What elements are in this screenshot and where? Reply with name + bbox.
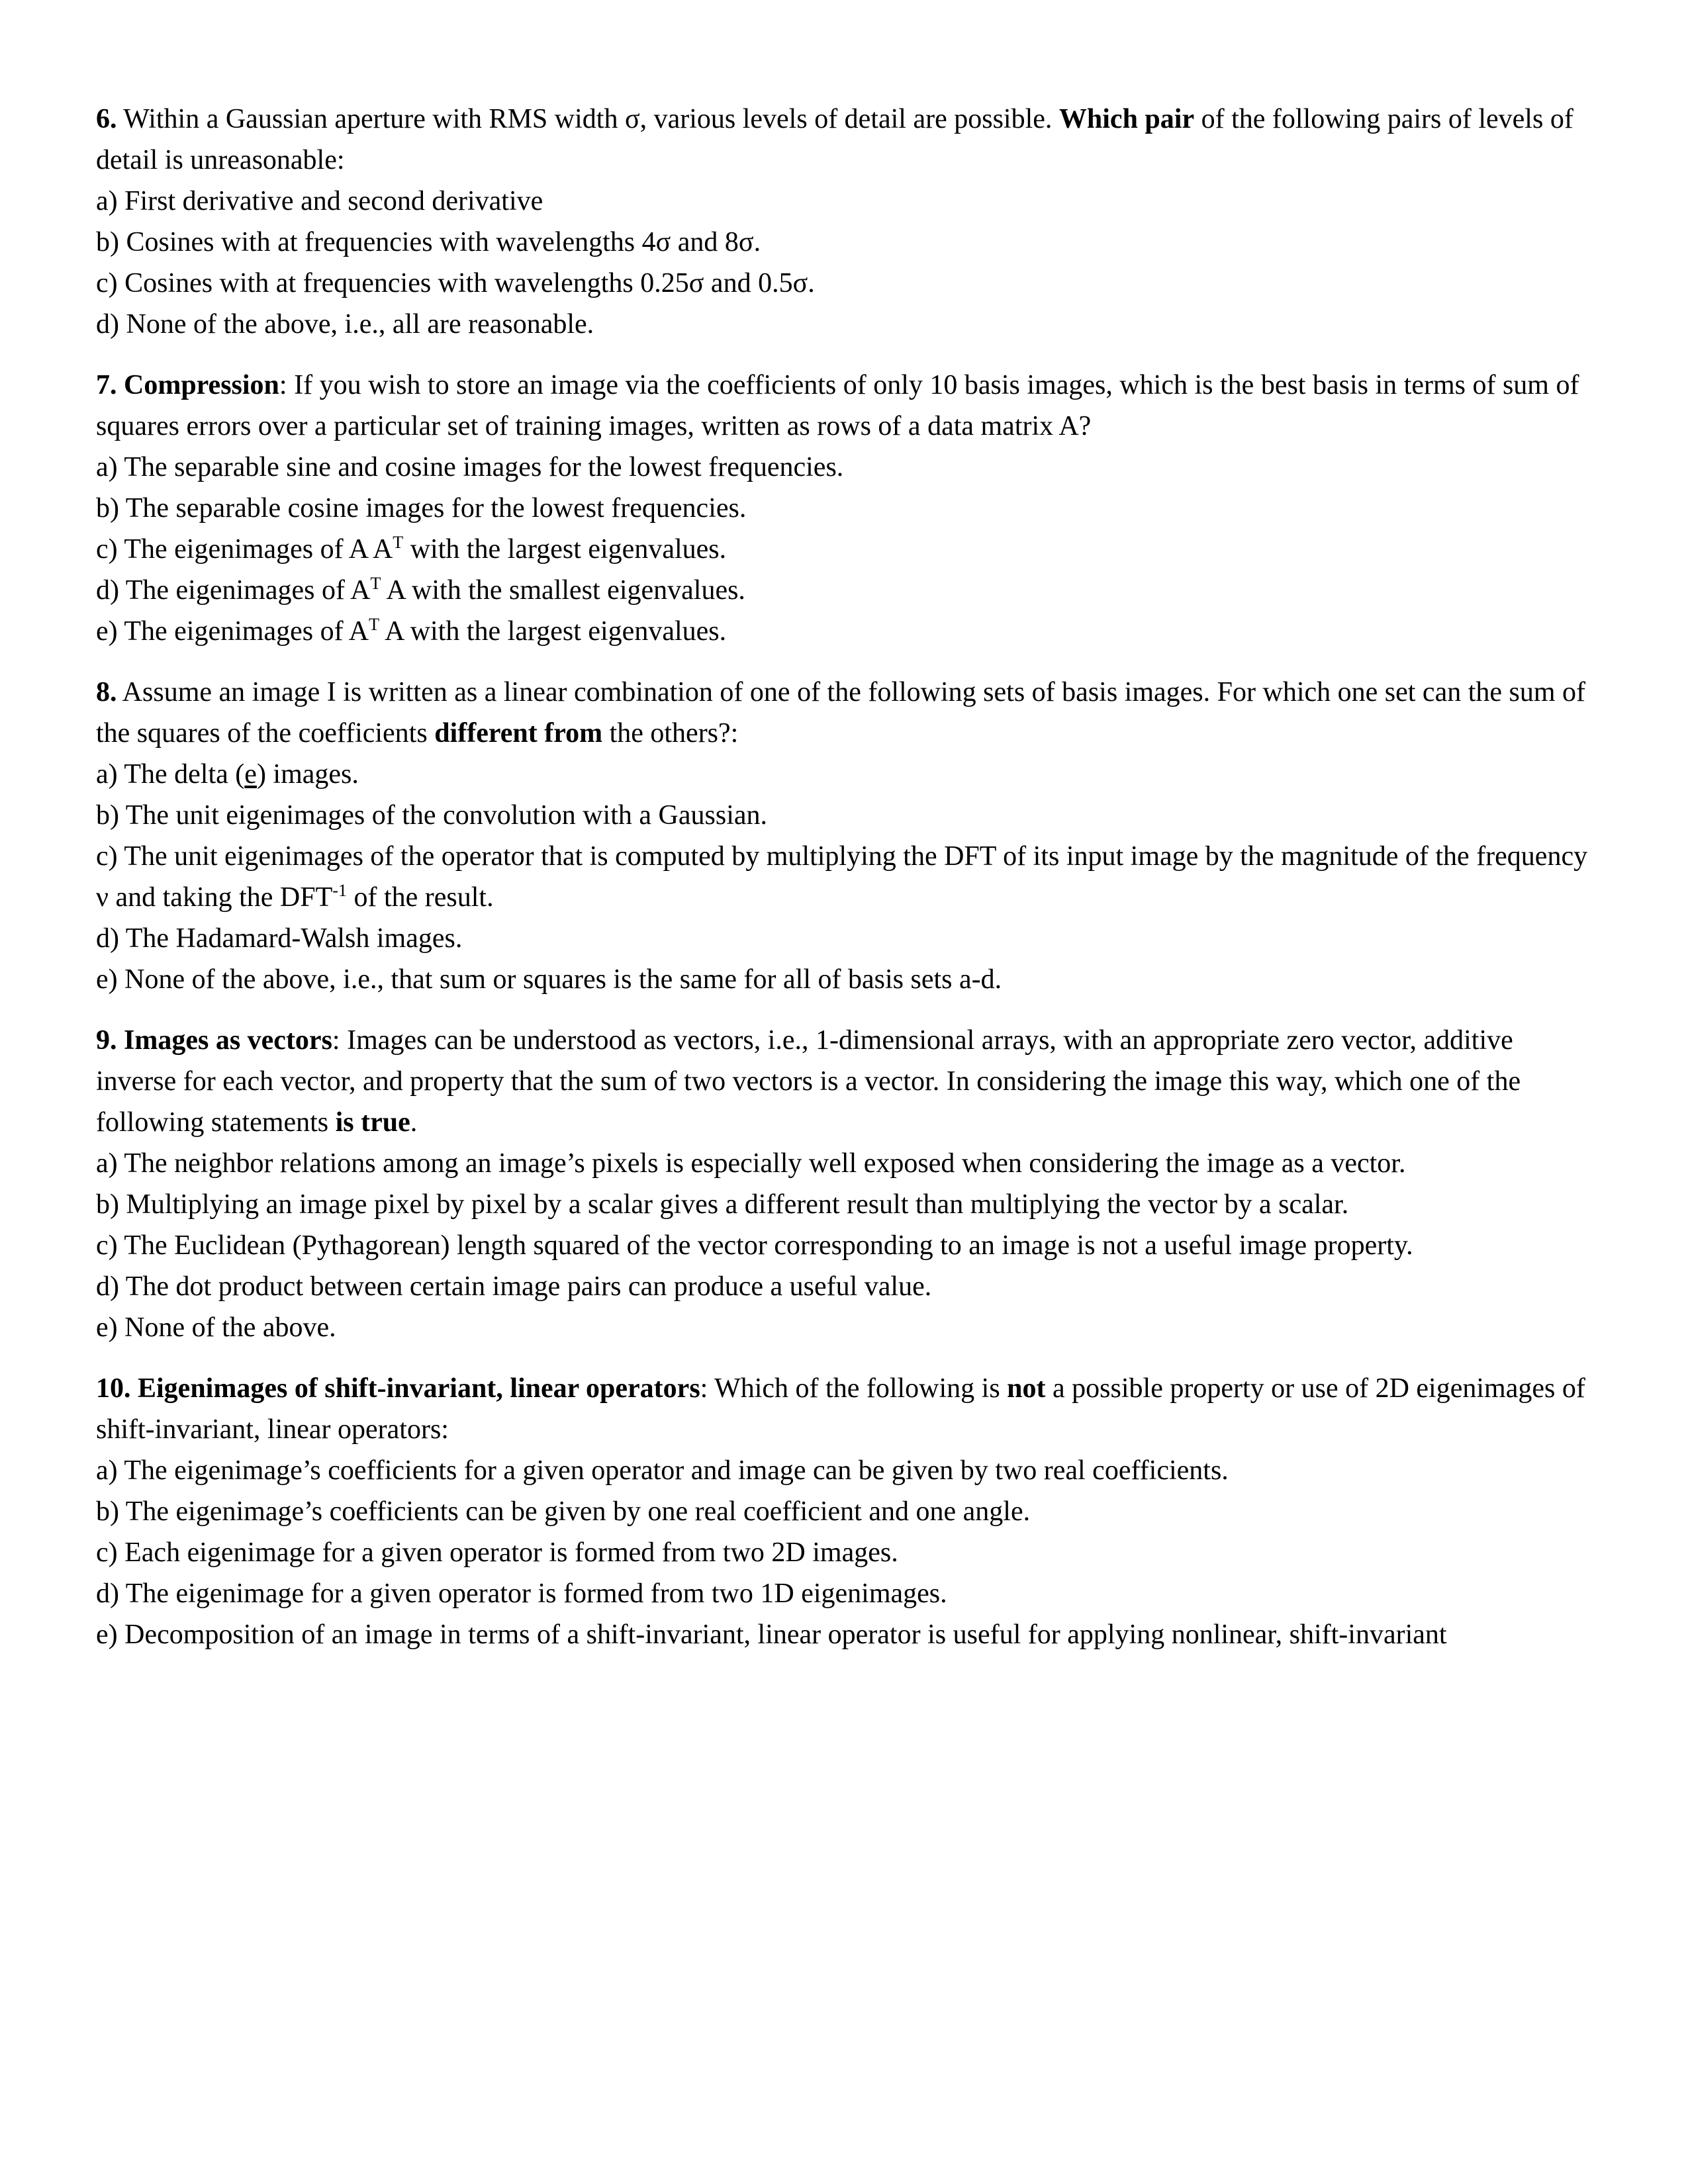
- superscript-text: T: [370, 574, 381, 593]
- bold-text: 8.: [96, 677, 117, 707]
- text-run: e) Decomposition of an image in terms of a shift-invariant, linear operator is useful for applying nonlinear, shift-invariant: [96, 1619, 1447, 1650]
- bold-text: 7. Compression: [96, 370, 279, 400]
- question-option: [96, 570, 1599, 611]
- text-run: a) First derivative and second derivative: [96, 186, 543, 216]
- text-run: the others?:: [602, 718, 739, 749]
- text-run: b) Cosines with at frequencies with wavelengths 4σ and 8σ.: [96, 227, 761, 257]
- question-option: [96, 263, 1599, 304]
- text-run: d) None of the above, i.e., all are reasonable.: [96, 309, 594, 340]
- bold-text: Which pair: [1058, 104, 1195, 134]
- question-option: [96, 959, 1599, 1000]
- text-run: d) The eigenimages of A: [96, 575, 371, 606]
- question-option: [96, 1184, 1599, 1225]
- bold-text: is true: [335, 1107, 410, 1138]
- text-run: A with the smallest eigenvalues.: [381, 575, 745, 606]
- text-run: b) The separable cosine images for the lowest frequencies.: [96, 493, 747, 523]
- text-run: .: [410, 1107, 418, 1138]
- underlined-text: e: [244, 759, 257, 790]
- text-run: b) Multiplying an image pixel by pixel by a scalar gives a different result than multiplying the vector by a scalar.: [96, 1189, 1349, 1220]
- bold-text: 10. Eigenimages of shift-invariant, linear operators: [96, 1373, 700, 1404]
- text-run: d) The eigenimage for a given operator is formed from two 1D eigenimages.: [96, 1578, 947, 1609]
- question-block-q9: [96, 1020, 1599, 1348]
- question-intro: [96, 99, 1599, 181]
- text-run: Assume an image I is written as a linear combination of one of the following sets of basis images. For which one set can the sum of the squares of the coefficients: [96, 677, 1586, 749]
- bold-text: 9. Images as vectors: [96, 1025, 332, 1056]
- text-run: e) None of the above.: [96, 1312, 336, 1343]
- question-option: [96, 1614, 1599, 1655]
- question-option: [96, 918, 1599, 959]
- text-run: of the following pairs of levels of detail is unreasonable:: [96, 104, 1573, 175]
- question-intro: [96, 1020, 1599, 1143]
- question-option: [96, 1225, 1599, 1266]
- question-intro: [96, 672, 1599, 754]
- question-option: [96, 529, 1599, 570]
- text-run: Within a Gaussian aperture with RMS width σ, various levels of detail are possible.: [117, 104, 1059, 134]
- text-run: c) Cosines with at frequencies with wavelengths 0.25σ and 0.5σ.: [96, 268, 815, 298]
- text-run: a possible property or use of 2D eigenimages of shift-invariant, linear operators:: [96, 1373, 1585, 1445]
- bold-text: not: [1007, 1373, 1046, 1404]
- text-run: e) None of the above, i.e., that sum or squares is the same for all of basis sets a-d.: [96, 964, 1002, 995]
- text-run: : If you wish to store an image via the coefficients of only 10 basis images, which is the best basis in terms of sum of squares errors over a particular set of training images, written as rows of a data matrix A?: [96, 370, 1579, 441]
- question-block-q10: [96, 1368, 1599, 1655]
- question-option: [96, 488, 1599, 529]
- question-option: [96, 1573, 1599, 1614]
- text-run: b) The unit eigenimages of the convolution with a Gaussian.: [96, 800, 768, 831]
- text-run: a) The neighbor relations among an image’s pixels is especially well exposed when considering the image as a vector.: [96, 1148, 1406, 1179]
- question-option: [96, 836, 1599, 918]
- question-option: [96, 1307, 1599, 1348]
- question-option: [96, 754, 1599, 795]
- question-block-q7: [96, 365, 1599, 652]
- text-run: of the result.: [346, 882, 494, 913]
- bold-text: different from: [434, 718, 603, 749]
- question-option: [96, 181, 1599, 222]
- text-run: : Images can be understood as vectors, i.e., 1-dimensional arrays, with an appropriate zero vector, additive inverse for each vector, and property that the sum of two vectors is a vector. In considering the image this way, which one of the following statements: [96, 1025, 1521, 1138]
- question-option: [96, 611, 1599, 652]
- question-option: [96, 1450, 1599, 1491]
- question-option: [96, 304, 1599, 345]
- text-run: ) images.: [256, 759, 359, 790]
- question-option: [96, 1143, 1599, 1184]
- text-run: d) The Hadamard-Walsh images.: [96, 923, 463, 954]
- question-option: [96, 1266, 1599, 1307]
- bold-text: 6.: [96, 104, 117, 134]
- superscript-text: -1: [332, 881, 347, 900]
- question-block-q8: [96, 672, 1599, 1000]
- questions-container: [96, 99, 1599, 1655]
- text-run: c) The Euclidean (Pythagorean) length squared of the vector corresponding to an image is not a useful image property.: [96, 1230, 1413, 1261]
- question-block-q6: [96, 99, 1599, 345]
- text-run: e) The eigenimages of A: [96, 616, 369, 647]
- question-intro: [96, 1368, 1599, 1450]
- text-run: : Which of the following is: [700, 1373, 1008, 1404]
- question-option: [96, 222, 1599, 263]
- text-run: a) The eigenimage’s coefficients for a given operator and image can be given by two real coefficients.: [96, 1455, 1229, 1486]
- question-option: [96, 1532, 1599, 1573]
- question-option: [96, 795, 1599, 836]
- text-run: A with the largest eigenvalues.: [379, 616, 727, 647]
- superscript-text: T: [369, 615, 379, 634]
- text-run: a) The separable sine and cosine images for the lowest frequencies.: [96, 452, 844, 482]
- text-run: c) Each eigenimage for a given operator is formed from two 2D images.: [96, 1537, 898, 1568]
- question-option: [96, 447, 1599, 488]
- text-run: b) The eigenimage’s coefficients can be given by one real coefficient and one angle.: [96, 1496, 1031, 1527]
- question-intro: [96, 365, 1599, 447]
- text-run: c) The unit eigenimages of the operator that is computed by multiplying the DFT of its input image by the magnitude of the frequency ν and taking the DFT: [96, 841, 1588, 913]
- question-option: [96, 1491, 1599, 1532]
- text-run: with the largest eigenvalues.: [403, 534, 727, 565]
- text-run: d) The dot product between certain image pairs can produce a useful value.: [96, 1271, 932, 1302]
- superscript-text: T: [393, 533, 404, 552]
- text-run: a) The delta (: [96, 759, 245, 790]
- text-run: c) The eigenimages of A A: [96, 534, 393, 565]
